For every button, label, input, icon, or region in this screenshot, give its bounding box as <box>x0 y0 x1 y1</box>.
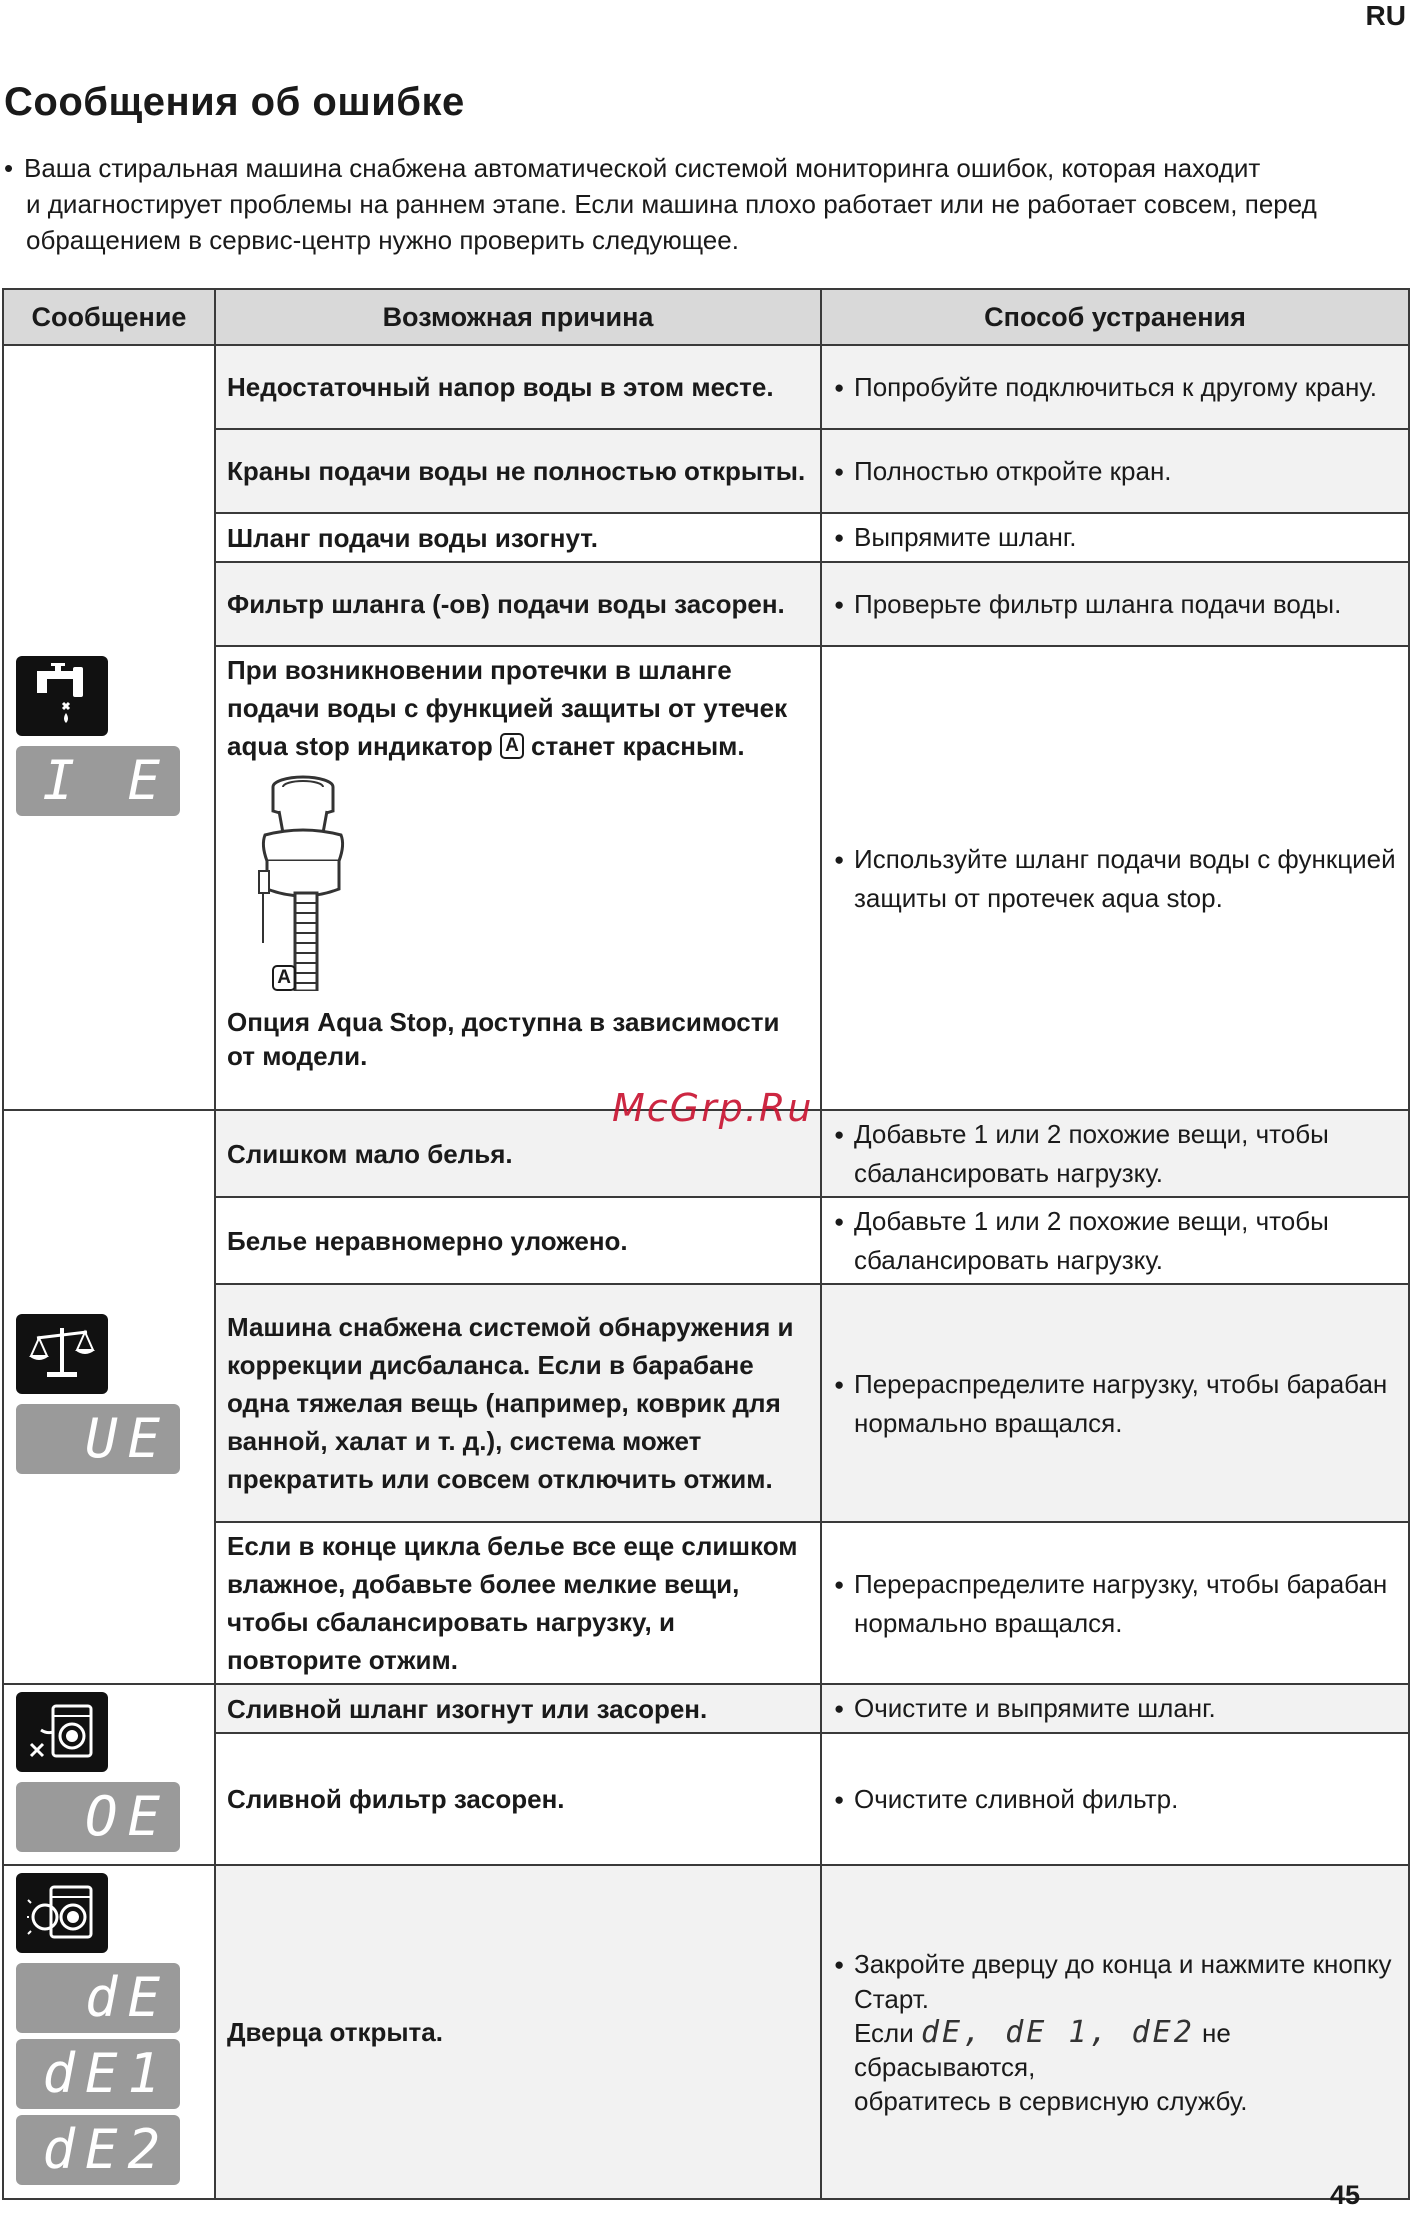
page-title: Сообщения об ошибке <box>4 80 465 124</box>
remedy-text: ● Добавьте 1 или 2 похожие вещи, чтобы сбалансировать нагрузку. <box>834 1202 1398 1279</box>
door-open-washer-icon <box>16 1873 108 1953</box>
bullet-icon: • <box>4 153 14 183</box>
remedy-text: ● Перераспределите нагрузку, чтобы барабан нормально вращался. <box>834 1565 1398 1642</box>
remedy-contact: обратитесь в сервисную службу. <box>854 2085 1248 2116</box>
remedy-cell <box>821 1197 1409 1284</box>
watermark: McGrp.Ru <box>612 1086 814 1130</box>
remedy-cell <box>821 1110 1409 1197</box>
intro-line-3: обращением в сервис-центр нужно проверить следующее. <box>26 225 739 255</box>
remedy-not-reset: не сбрасываются, <box>854 2017 1231 2082</box>
table-row <box>3 345 1409 429</box>
intro-line-1: Ваша стиральная машина снабжена автоматической системой мониторинга ошибок, которая находит <box>24 153 1261 183</box>
remedy-text: ● Попробуйте подключиться к другому крану. <box>834 368 1398 407</box>
cause-cell: Краны подачи воды не полностью открыты. <box>215 429 821 513</box>
cause-cell: Белье неравномерно уложено. <box>215 1197 821 1284</box>
display-code-de1: dE1 <box>16 2039 180 2109</box>
remedy-text: ● Перераспределите нагрузку, чтобы барабан нормально вращался. <box>834 1365 1398 1442</box>
remedy-text-codes <box>834 2016 1398 2084</box>
remedy-text: ● Закройте дверцу до конца и нажмите кнопку Старт. <box>834 1947 1398 2016</box>
page-number: 45 <box>1329 2180 1360 2210</box>
display-code-de: dE <box>16 1963 180 2033</box>
remedy-cell <box>821 1684 1409 1733</box>
table-row <box>3 1684 1409 1733</box>
header-remedy: Способ устранения <box>821 289 1409 345</box>
header-message: Сообщение <box>3 289 215 345</box>
cause-text-end: станет красным. <box>531 731 745 761</box>
cause-cell: Дверца открыта. <box>215 1865 821 2199</box>
remedy-cell <box>821 429 1409 513</box>
water-tap-icon <box>16 656 108 736</box>
cause-cell-aquastop <box>215 646 821 1110</box>
figure-a-marker: A <box>272 965 296 991</box>
remedy-cell <box>821 1865 1409 2199</box>
cause-cell: Фильтр шланга (-ов) подачи воды засорен. <box>215 562 821 646</box>
message-cell-ie <box>3 345 215 1110</box>
cause-cell: Сливной шланг изогнут или засорен. <box>215 1684 821 1733</box>
cause-text: При возникновении протечки в шланге подачи воды с функцией защиты от утечек aqua stop индикатор <box>227 655 788 761</box>
display-code-ie: I E <box>16 746 180 816</box>
remedy-text: ● Выпрямите шланг. <box>834 518 1398 557</box>
indicator-a-marker: A <box>500 733 524 759</box>
message-cell-oe <box>3 1684 215 1865</box>
remedy-cell <box>821 562 1409 646</box>
remedy-cell <box>821 345 1409 429</box>
aqua-stop-hose-figure <box>245 773 810 1001</box>
cause-cell: Машина снабжена системой обнаружения и коррекции дисбаланса. Если в барабане одна тяжелая вещь (например, коврик для ванной, халат и т. д.), система может прекратить или совсем отключить отжим. <box>215 1284 821 1522</box>
cause-cell: Недостаточный напор воды в этом месте. <box>215 345 821 429</box>
remedy-cell <box>821 1284 1409 1522</box>
message-cell-de <box>3 1865 215 2199</box>
table-row <box>3 1865 1409 2199</box>
balance-scale-icon <box>16 1314 108 1394</box>
display-code-de2: dE2 <box>16 2115 180 2185</box>
remedy-text: ● Проверьте фильтр шланга подачи воды. <box>834 585 1398 624</box>
remedy-text: ● Очистите и выпрямите шланг. <box>834 1689 1398 1728</box>
table-header-row <box>3 289 1409 345</box>
error-table <box>2 288 1410 2200</box>
cause-note: Опция Aqua Stop, доступна в зависимости от модели. <box>227 1007 780 1071</box>
intro-line <box>4 150 1404 186</box>
display-code-oe: OE <box>16 1782 180 1852</box>
cause-cell: Слишком мало белья. <box>215 1110 821 1197</box>
language-code: RU <box>1365 0 1406 31</box>
remedy-cell <box>821 1522 1409 1684</box>
remedy-text: ● Добавьте 1 или 2 похожие вещи, чтобы сбалансировать нагрузку. <box>834 1115 1398 1192</box>
remedy-cell <box>821 646 1409 1110</box>
cause-cell: Если в конце цикла белье все еще слишком влажное, добавьте более мелкие вещи, чтобы сбалансировать нагрузку, и повторите отжим. <box>215 1522 821 1684</box>
intro-line-2: и диагностирует проблемы на раннем этапе. Если машина плохо работает или не работает совсем, перед <box>26 189 1317 219</box>
cause-cell: Шланг подачи воды изогнут. <box>215 513 821 562</box>
remedy-text: ● Полностью откройте кран. <box>834 452 1398 491</box>
remedy-cell <box>821 1733 1409 1865</box>
remedy-if: Если <box>854 2017 914 2048</box>
remedy-cell <box>821 513 1409 562</box>
remedy-text: ● Очистите сливной фильтр. <box>834 1780 1398 1819</box>
cause-cell: Сливной фильтр засорен. <box>215 1733 821 1865</box>
intro-paragraph <box>4 150 1404 258</box>
remedy-text: ● Используйте шланг подачи воды с функцией защиты от протечек aqua stop. <box>834 840 1398 917</box>
display-code-ue: UE <box>16 1404 180 1474</box>
header-cause: Возможная причина <box>215 289 821 345</box>
drain-washer-icon <box>16 1692 108 1772</box>
remedy-codes: dE, dE 1, dE2 <box>920 2014 1195 2050</box>
message-cell-ue <box>3 1110 215 1684</box>
